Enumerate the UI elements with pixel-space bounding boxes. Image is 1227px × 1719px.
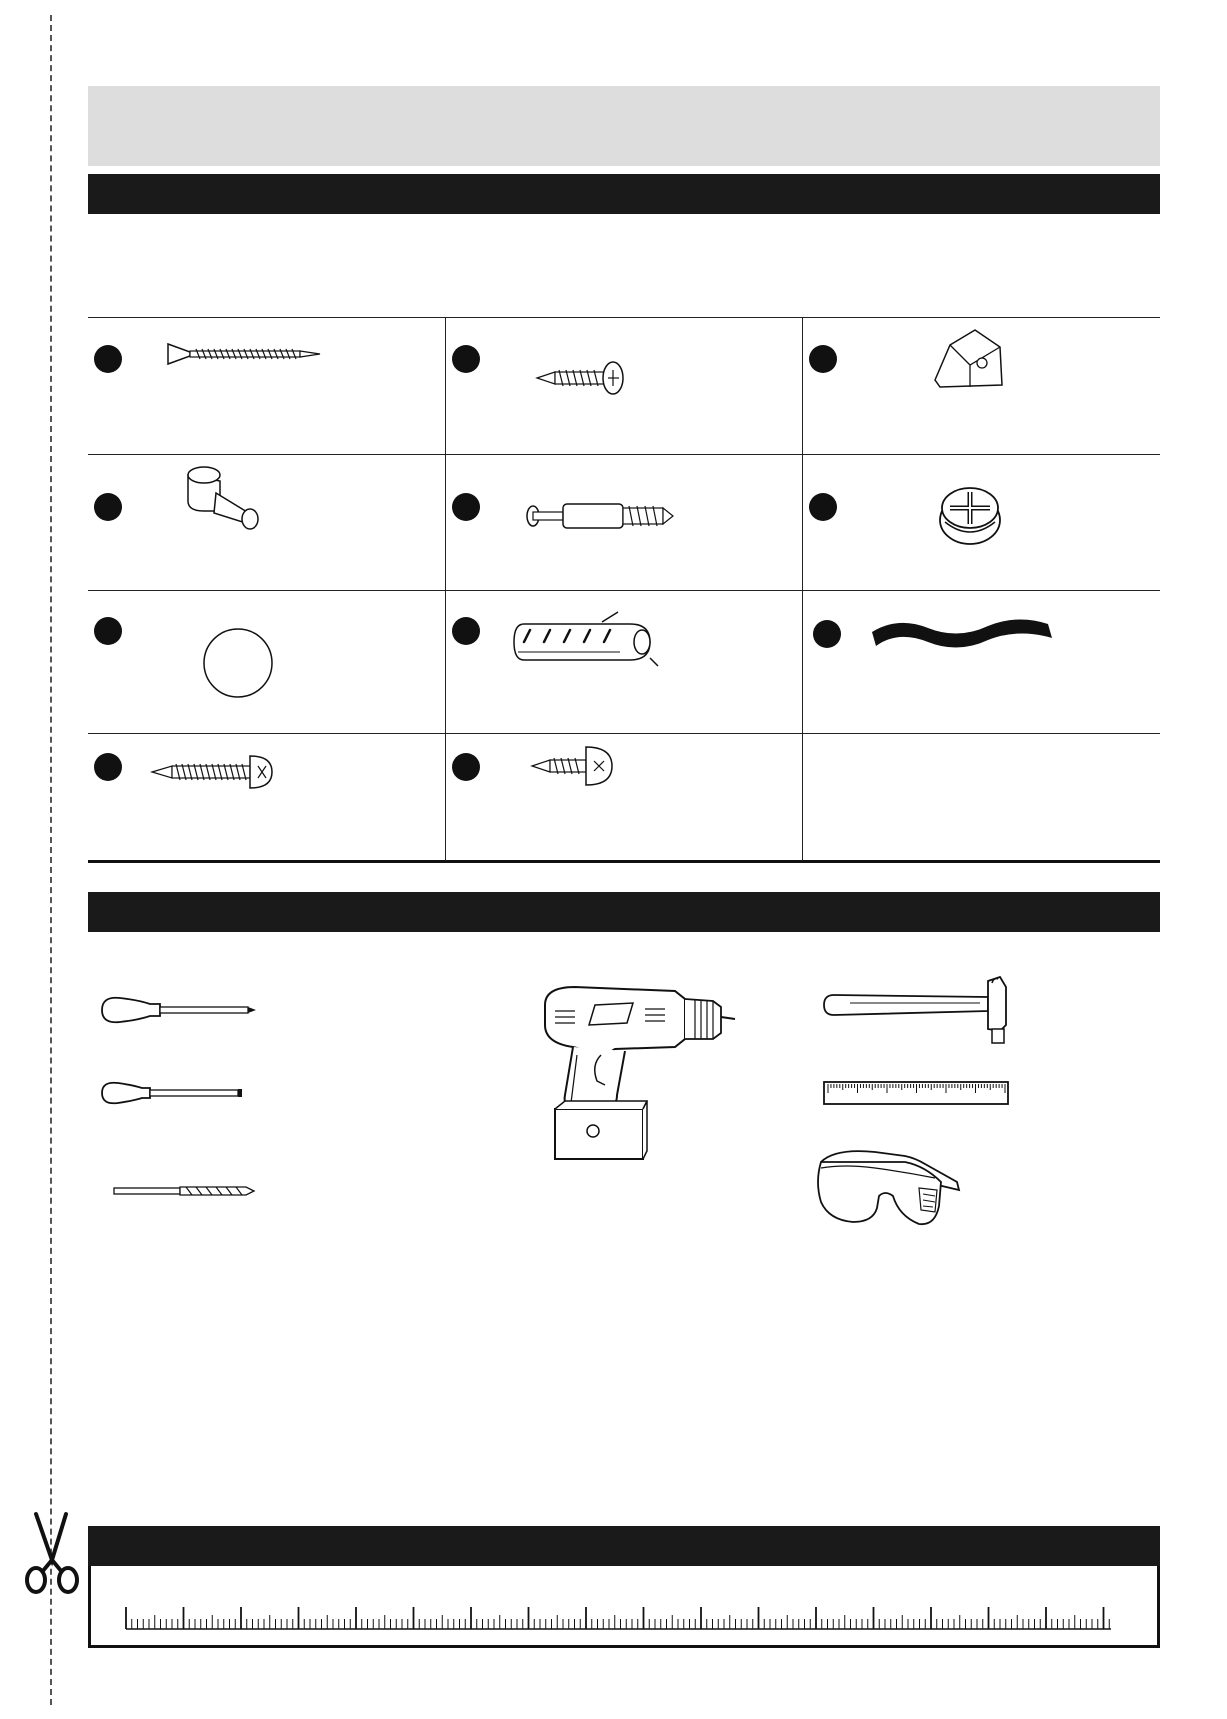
item-marker [452, 753, 480, 781]
item-marker [809, 345, 837, 373]
pan-head-screw-icon [150, 752, 275, 792]
phillips-screwdriver-icon [98, 990, 258, 1030]
ruler-icon [822, 1080, 1012, 1110]
cam-bolt-icon [525, 498, 685, 534]
drill-bit-icon [112, 1182, 257, 1202]
grid-col-line [445, 317, 446, 861]
scissors-icon [22, 1512, 80, 1594]
cut-line [50, 15, 52, 1705]
short-pan-screw-icon [530, 745, 615, 787]
wood-screw-icon [160, 340, 330, 370]
hammer-icon [820, 975, 1020, 1050]
item-marker [94, 753, 122, 781]
item-marker [809, 493, 837, 521]
item-marker [813, 620, 841, 648]
item-marker [94, 617, 122, 645]
cap-disc-icon [200, 625, 276, 701]
shelf-support-block-icon [930, 325, 1010, 395]
foam-strip-icon [868, 612, 1068, 652]
cordless-drill-icon [535, 985, 760, 1170]
shelf-peg-icon [180, 463, 280, 538]
grid-bottom-line [88, 860, 1160, 863]
grid-row-line [88, 590, 1160, 591]
grid-row-line [88, 454, 1160, 455]
wall-plug-icon [510, 612, 670, 672]
grid-top-line [88, 317, 1160, 318]
grid-col-line [802, 317, 803, 861]
measurement-ruler [126, 1605, 1116, 1631]
item-marker [452, 493, 480, 521]
ruler-header-bar [88, 1526, 1160, 1566]
hardware-header-bar [88, 174, 1160, 214]
grid-row-line [88, 733, 1160, 734]
flat-screwdriver-icon [98, 1075, 248, 1111]
item-marker [452, 617, 480, 645]
title-band [88, 86, 1160, 166]
short-screw-icon [535, 360, 635, 396]
item-marker [94, 493, 122, 521]
item-marker [94, 345, 122, 373]
safety-glasses-icon [815, 1142, 965, 1237]
item-marker [452, 345, 480, 373]
cam-lock-icon [935, 480, 1005, 550]
tools-header-bar [88, 892, 1160, 932]
